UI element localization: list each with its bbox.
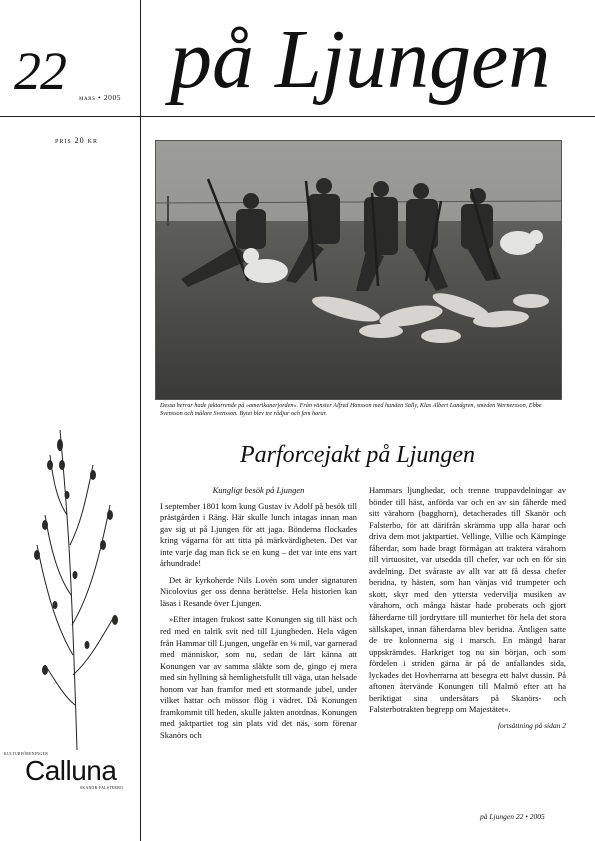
hunters-photo [155,140,562,400]
masthead-title: på Ljungen [170,13,551,106]
article-column-1 [160,485,357,746]
heather-illustration [15,425,135,755]
issue-date: mars • 2005 [79,93,122,102]
logo-top-text: KULTURFÖRENINGEN [4,752,49,756]
page-footer: på Ljungen 22 • 2005 [480,812,545,821]
continued-note: fortsättning på sidan 2 [497,720,566,730]
paragraph: Det är kyrkoherde Nils Lovén som under signaturen Nicolovius ger oss denna berättelse. Hela historien kan läsas i Resande över Ljungen. [160,574,357,608]
calluna-logo: Calluna [25,755,117,786]
paragraph: I september 1801 kom kung Gustav iv Adolf på besök till prästgården i Räng. Här skulle lunch intagas innan man gav sig ut på Ljungen för att jaga. Bönderna flockades kring vägarna för att titta på märkvärdigheten. Det var inte varje dag man fick se en kung – det var inte ens vart århundrade! [160,500,357,569]
article-subhead: Kungligt besök på Ljungen [212,485,305,495]
masthead-rule [0,116,595,117]
article-column-2 [369,485,566,731]
logo-bottom-text: SKANÖR-FALSTERBO [80,786,124,790]
vertical-rule [140,0,141,841]
paragraph: »Efter intagen frukost satte Konungen sig till häst och red med en talrik svit ned till Ljungheden. Hela vägen från Hammar till Ljungen, ungefär en ⅛ mil, var garnerad med människor, som nu, sedan de lärt känna att Konungen var av samma släkte som de, gingo ej mera med sin hyllning så hemlighetsfullt till väga, utan helsade honom var han framfor med ett stormande jubel, under vilket hattar och mössor flög i vädret. Då Konungen framkommit till heden, skulle jakten anordnas. Konungen med jaktpartiet tog sin plats vid det näs, som förenar Skanörs och [160,614,357,740]
issue-number: 22 [14,41,66,101]
price-label: pris 20 kr [55,136,99,145]
paragraph: Hammars ljunghedar, och trenne truppavdelningar av bönder till häst, anförda var och en av sin fåherde med sitt värahorn (bagghorn), detacherades till Skanör och Falsterbo, för att därifrån skrämma upp alla harar och driva dem mot jaktpartiet. Vellinge, Villie och Kämpinge fåherdar, som hade bragt förmågan att traktera värahorn till virtuositet, var utsedda till chefer, var och en för sin avdelning. Det svåraste av allt var att få dessa chefer beridna, ty hästen, som han vänjas vid trumpeter och skott, skyr med den yttersta vedervilja musiken av värahorn, och många hästar hade proberats och gjort fåherdarne till jordryttare till munterhet för hela det stora sällskapet, innan fåherdarna blev beridna. Äntligen satte de tre kolonnerna sig i marsch. En mängd harar uppskrämdes. Harkriget tog nu sin början, och som fördelen i striden gärna är på de anfallandes sida, lyckades det Hovherrarna att besegra ett halvt dussin. På aftonen återvände Konungen till Malmö efter att ha beriktigat sina undersåtars på Skanörs- och Falsterbotrakten begrepp om Majestätet«. [369,485,566,715]
photo-caption: Dessa herrar hade jaktarrende på »amerikanerjorden«. Från vänster Alfred Hansson med hunden Sally, Klas Albert Landgren, smeden Wernersson, Ebbe Svensson och målare Svensson. Bytet blev tre rådjur och fem harar. [160,402,542,418]
article-headline: Parforcejakt på Ljungen [239,442,476,468]
